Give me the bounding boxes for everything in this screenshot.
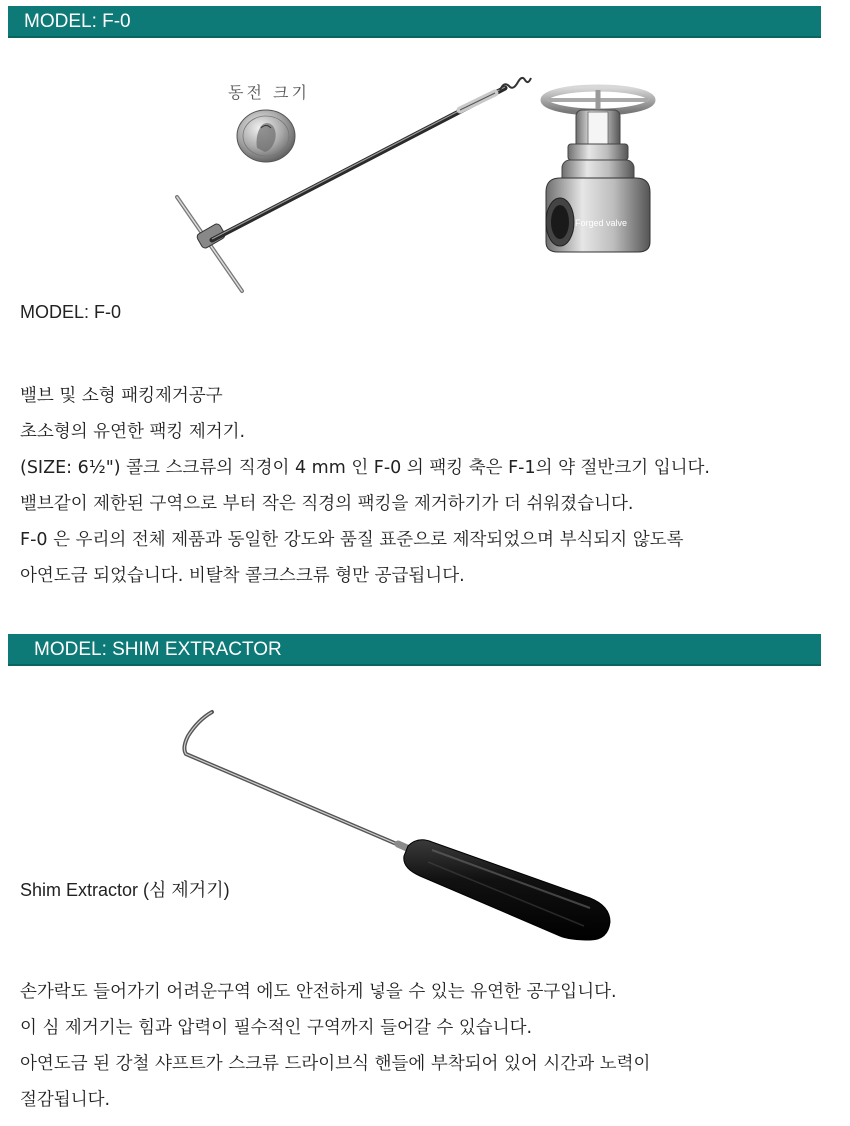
desc-line: 밸브 및 소형 패킹제거공구: [20, 386, 223, 406]
desc-line: 손가락도 들어가기 어려운구역 에도 안전하게 넣을 수 있는 유연한 공구입니다.: [20, 982, 617, 1002]
description-shim-extractor: [20, 974, 830, 1118]
desc-line: 이 심 제거기는 힘과 압력이 필수적인 구역까지 들어갈 수 있습니다.: [20, 1018, 533, 1038]
desc-line: 초소형의 유연한 팩킹 제거기.: [20, 422, 246, 442]
shim-extractor-image: [170, 700, 620, 970]
desc-line: 아연도금 된 강철 샤프트가 스크류 드라이브식 핸들에 부착되어 있어 시간과 노력이: [20, 1054, 651, 1074]
coin-size-label: 동전 크기: [228, 83, 310, 102]
desc-line: 밸브같이 제한된 구역으로 부터 작은 직경의 팩킹을 제거하기가 더 쉬워졌습니다.: [20, 494, 634, 514]
desc-line: F-0 은 우리의 전체 제품과 동일한 강도와 품질 표준으로 제작되었으며 부식되지 않도록: [20, 530, 684, 550]
description-f0: [20, 378, 830, 594]
desc-line: 아연도금 되었습니다. 비탈착 콜크스크류 형만 공급됩니다.: [20, 566, 465, 586]
desc-line: 절감됩니다.: [20, 1090, 111, 1110]
forged-valve-label: Forged valve: [575, 218, 628, 228]
section-header-f0: MODEL: F-0: [8, 6, 821, 38]
forged-valve-image: [538, 82, 658, 254]
model-caption: MODEL: F-0: [20, 302, 122, 322]
desc-line: (SIZE: 6½") 콜크 스크류의 직경이 4 mm 인 F-0 의 팩킹 축은 F-1의 약 절반크기 입니다.: [20, 458, 710, 478]
shim-extractor-caption: Shim Extractor (심 제거기): [20, 880, 230, 900]
section-header-shim-extractor: MODEL: SHIM EXTRACTOR: [8, 634, 821, 666]
packing-puller-tool-image: [160, 60, 540, 300]
